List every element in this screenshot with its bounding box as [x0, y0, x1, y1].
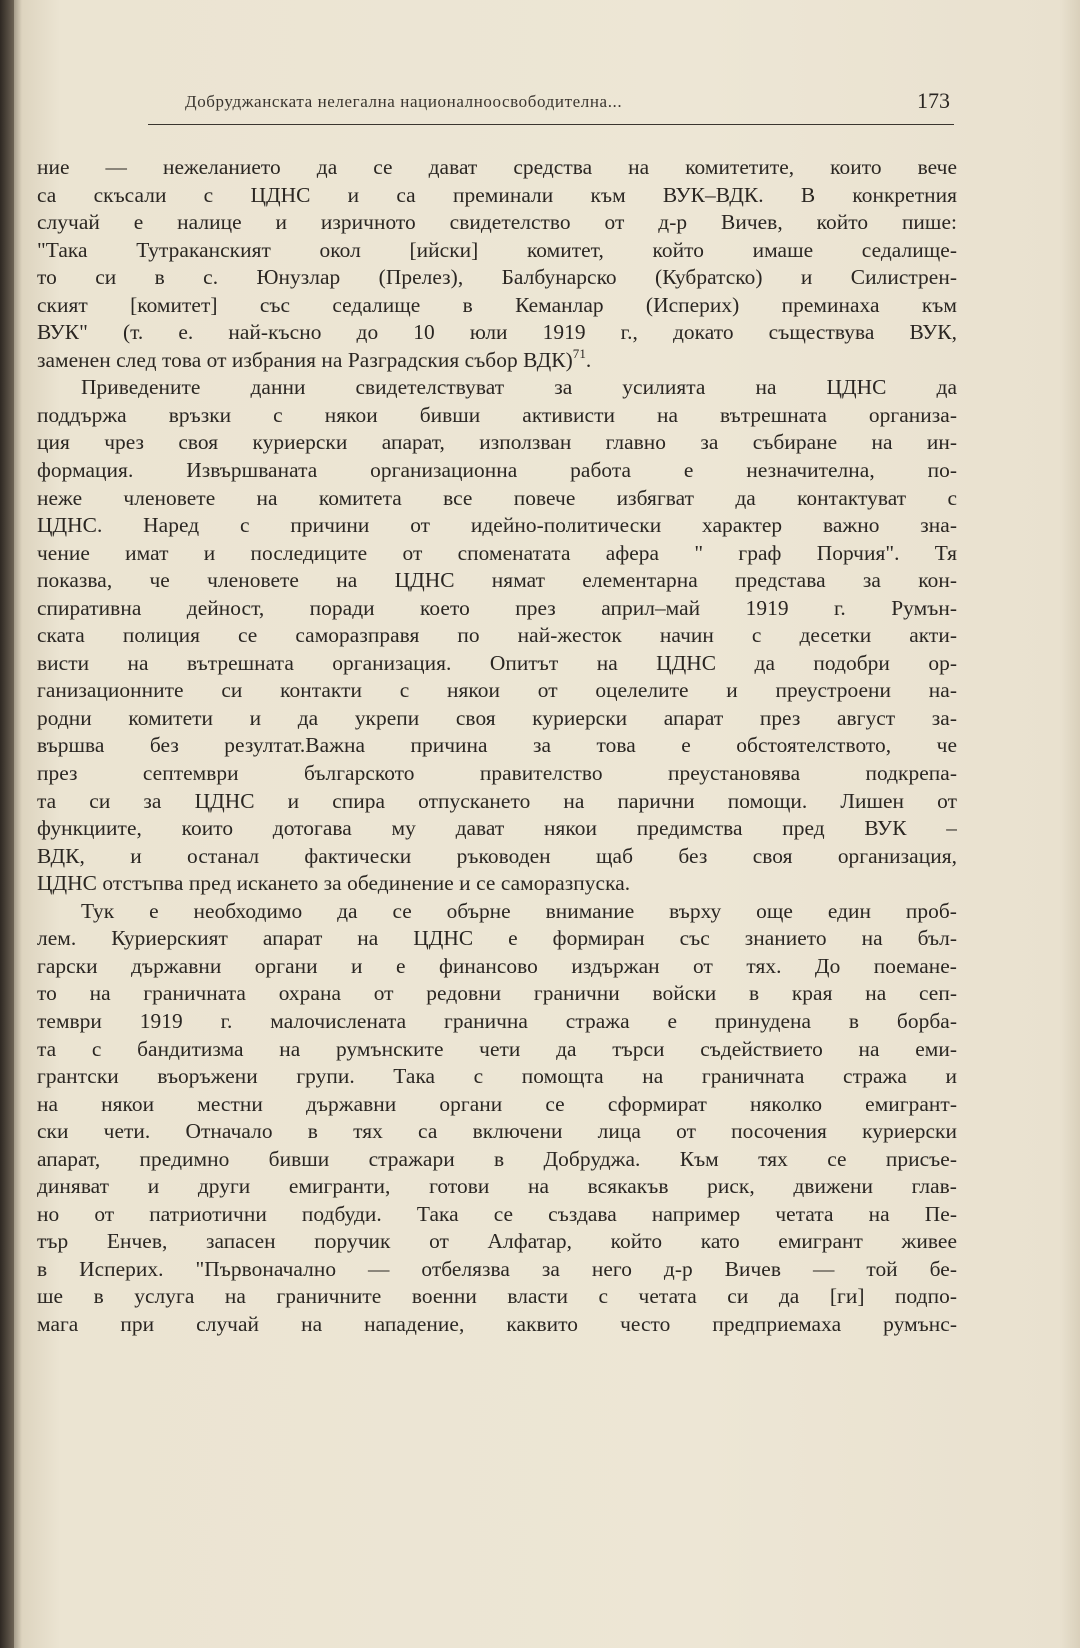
- text-line: ция чрез своя куриерски апарат, използван главно за събиране на ин-: [37, 430, 957, 455]
- text-line: лем. Куриерският апарат на ЦДНС е формиран със знанието на бъл-: [37, 926, 957, 951]
- text-line: тември 1919 г. малочислената гранична стража е принудена в борба-: [37, 1008, 957, 1033]
- text-line: то си в с. Юнузлар (Прелез), Балбунарско (Кубратско) и Силистрен-: [37, 265, 957, 290]
- text-line: функциите, които дотогава му дават някои предимства пред ВУК –: [37, 816, 957, 841]
- text-line: неже членовете на комитета все повече избягват да контактуват с: [37, 485, 957, 510]
- book-spine-shadow: [0, 0, 14, 1648]
- text-line: през септември българското правителство преустановява подкрепа-: [37, 761, 957, 786]
- text-line-content: заменен след това от избрания на Разградския събор ВДК): [37, 347, 573, 372]
- text-line: родни комитети и да укрепи своя куриерски апарат през август за-: [37, 705, 957, 730]
- page-number: 173: [917, 88, 950, 113]
- text-line: формация. Извършваната организационна работа е незначителна, по-: [37, 458, 957, 483]
- text-line: [37, 347, 957, 375]
- text-line: ският [комитет] със седалище в Кеманлар (Исперих) преминаха към: [37, 292, 957, 317]
- text-line: ВДК, и останал фактически ръководен щаб без своя организация,: [37, 843, 957, 868]
- text-line: случай е налице и изричното свидетелство от д-р Вичев, който пише:: [37, 210, 957, 235]
- text-line: ВУК" (т. е. най-късно до 10 юли 1919 г., докато съществува ВУК,: [37, 320, 957, 345]
- text-line: тър Енчев, запасен поручик от Алфатар, който като емигрант живее: [37, 1229, 957, 1254]
- text-line: ската полиция се саморазправя по най-жесток начин с десетки акти-: [37, 623, 957, 648]
- text-line: Тук е необходимо да се обърне внимание върху още един проб-: [81, 898, 957, 923]
- text-line: в Исперих. "Първоначално — отбелязва за него д-р Вичев — той бе-: [37, 1256, 957, 1281]
- running-title: Добруджанската нелегална националноосвободителна...: [185, 92, 623, 111]
- text-line: та си за ЦДНС и спира отпускането на парични помощи. Лишен от: [37, 788, 957, 813]
- text-line: грантски въоръжени групи. Така с помощта на граничната стража и: [37, 1064, 957, 1089]
- text-line: то на граничната охрана от редовни гранични войски в края на сеп-: [37, 981, 957, 1006]
- text-line: вършва без резултат.Важна причина за това е обстоятелството, че: [37, 733, 957, 758]
- text-line: ние — нежеланието да се дават средства на комитетите, които вече: [37, 155, 957, 179]
- text-line: мага при случай на нападение, каквито често предприемаха румънс-: [37, 1311, 957, 1336]
- text-line: ганизационните си контакти с някои от оцелелите и преустроени на-: [37, 678, 957, 703]
- page-header: [150, 88, 950, 128]
- text-line: спиративна дейност, поради което през април–май 1919 г. Румън-: [37, 595, 957, 620]
- text-line: поддържа връзки с някои бивши активисти на вътрешната организа-: [37, 402, 957, 427]
- text-line: апарат, предимно бивши стражари в Добруджа. Към тях се присъе-: [37, 1146, 957, 1171]
- text-line: ски чети. Отначало в тях са включени лица от посочения куриерски: [37, 1119, 957, 1144]
- text-line: висти на вътрешната организация. Опитът на ЦДНС да подобри ор-: [37, 650, 957, 675]
- text-line: ЦДНС. Наред с причини от идейно-политически характер важно зна-: [37, 513, 957, 538]
- text-line: та с бандитизма на румънските чети да търси съдействието на еми-: [37, 1036, 957, 1061]
- text-line-tail: .: [585, 347, 592, 372]
- text-line: но от патриотични подбуди. Така се създава например четата на Пе-: [37, 1201, 957, 1226]
- text-line: "Така Тутраканският окол [ийски] комитет, който имаше седалище-: [37, 237, 957, 262]
- text-line: са скъсали с ЦДНС и са преминали към ВУК–ВДК. В конкретния: [37, 182, 957, 207]
- text-line: на някои местни държавни органи се сформират няколко емигрант-: [37, 1091, 957, 1116]
- text-line: диняват и други емигранти, готови на всякакъв риск, движени глав-: [37, 1174, 957, 1199]
- footnote-marker: 71: [572, 346, 586, 361]
- text-line: ЦДНС отстъпва пред искането за обединение и се саморазпуска.: [37, 871, 631, 896]
- text-line: гарски държавни органи и е финансово издържан от тях. До поемане-: [37, 953, 957, 978]
- text-line: Приведените данни свидетелствуват за усилията на ЦДНС да: [81, 375, 957, 400]
- body-text: [37, 154, 957, 1339]
- text-line: ше в услуга на граничните военни власти с четата си да [ги] подпо-: [37, 1284, 957, 1309]
- header-rule: [148, 124, 954, 125]
- text-line: показва, че членовете на ЦДНС нямат елементарна представа за кон-: [37, 568, 957, 593]
- text-line: чение имат и последиците от споменатата афера " граф Порчия". Тя: [37, 540, 957, 565]
